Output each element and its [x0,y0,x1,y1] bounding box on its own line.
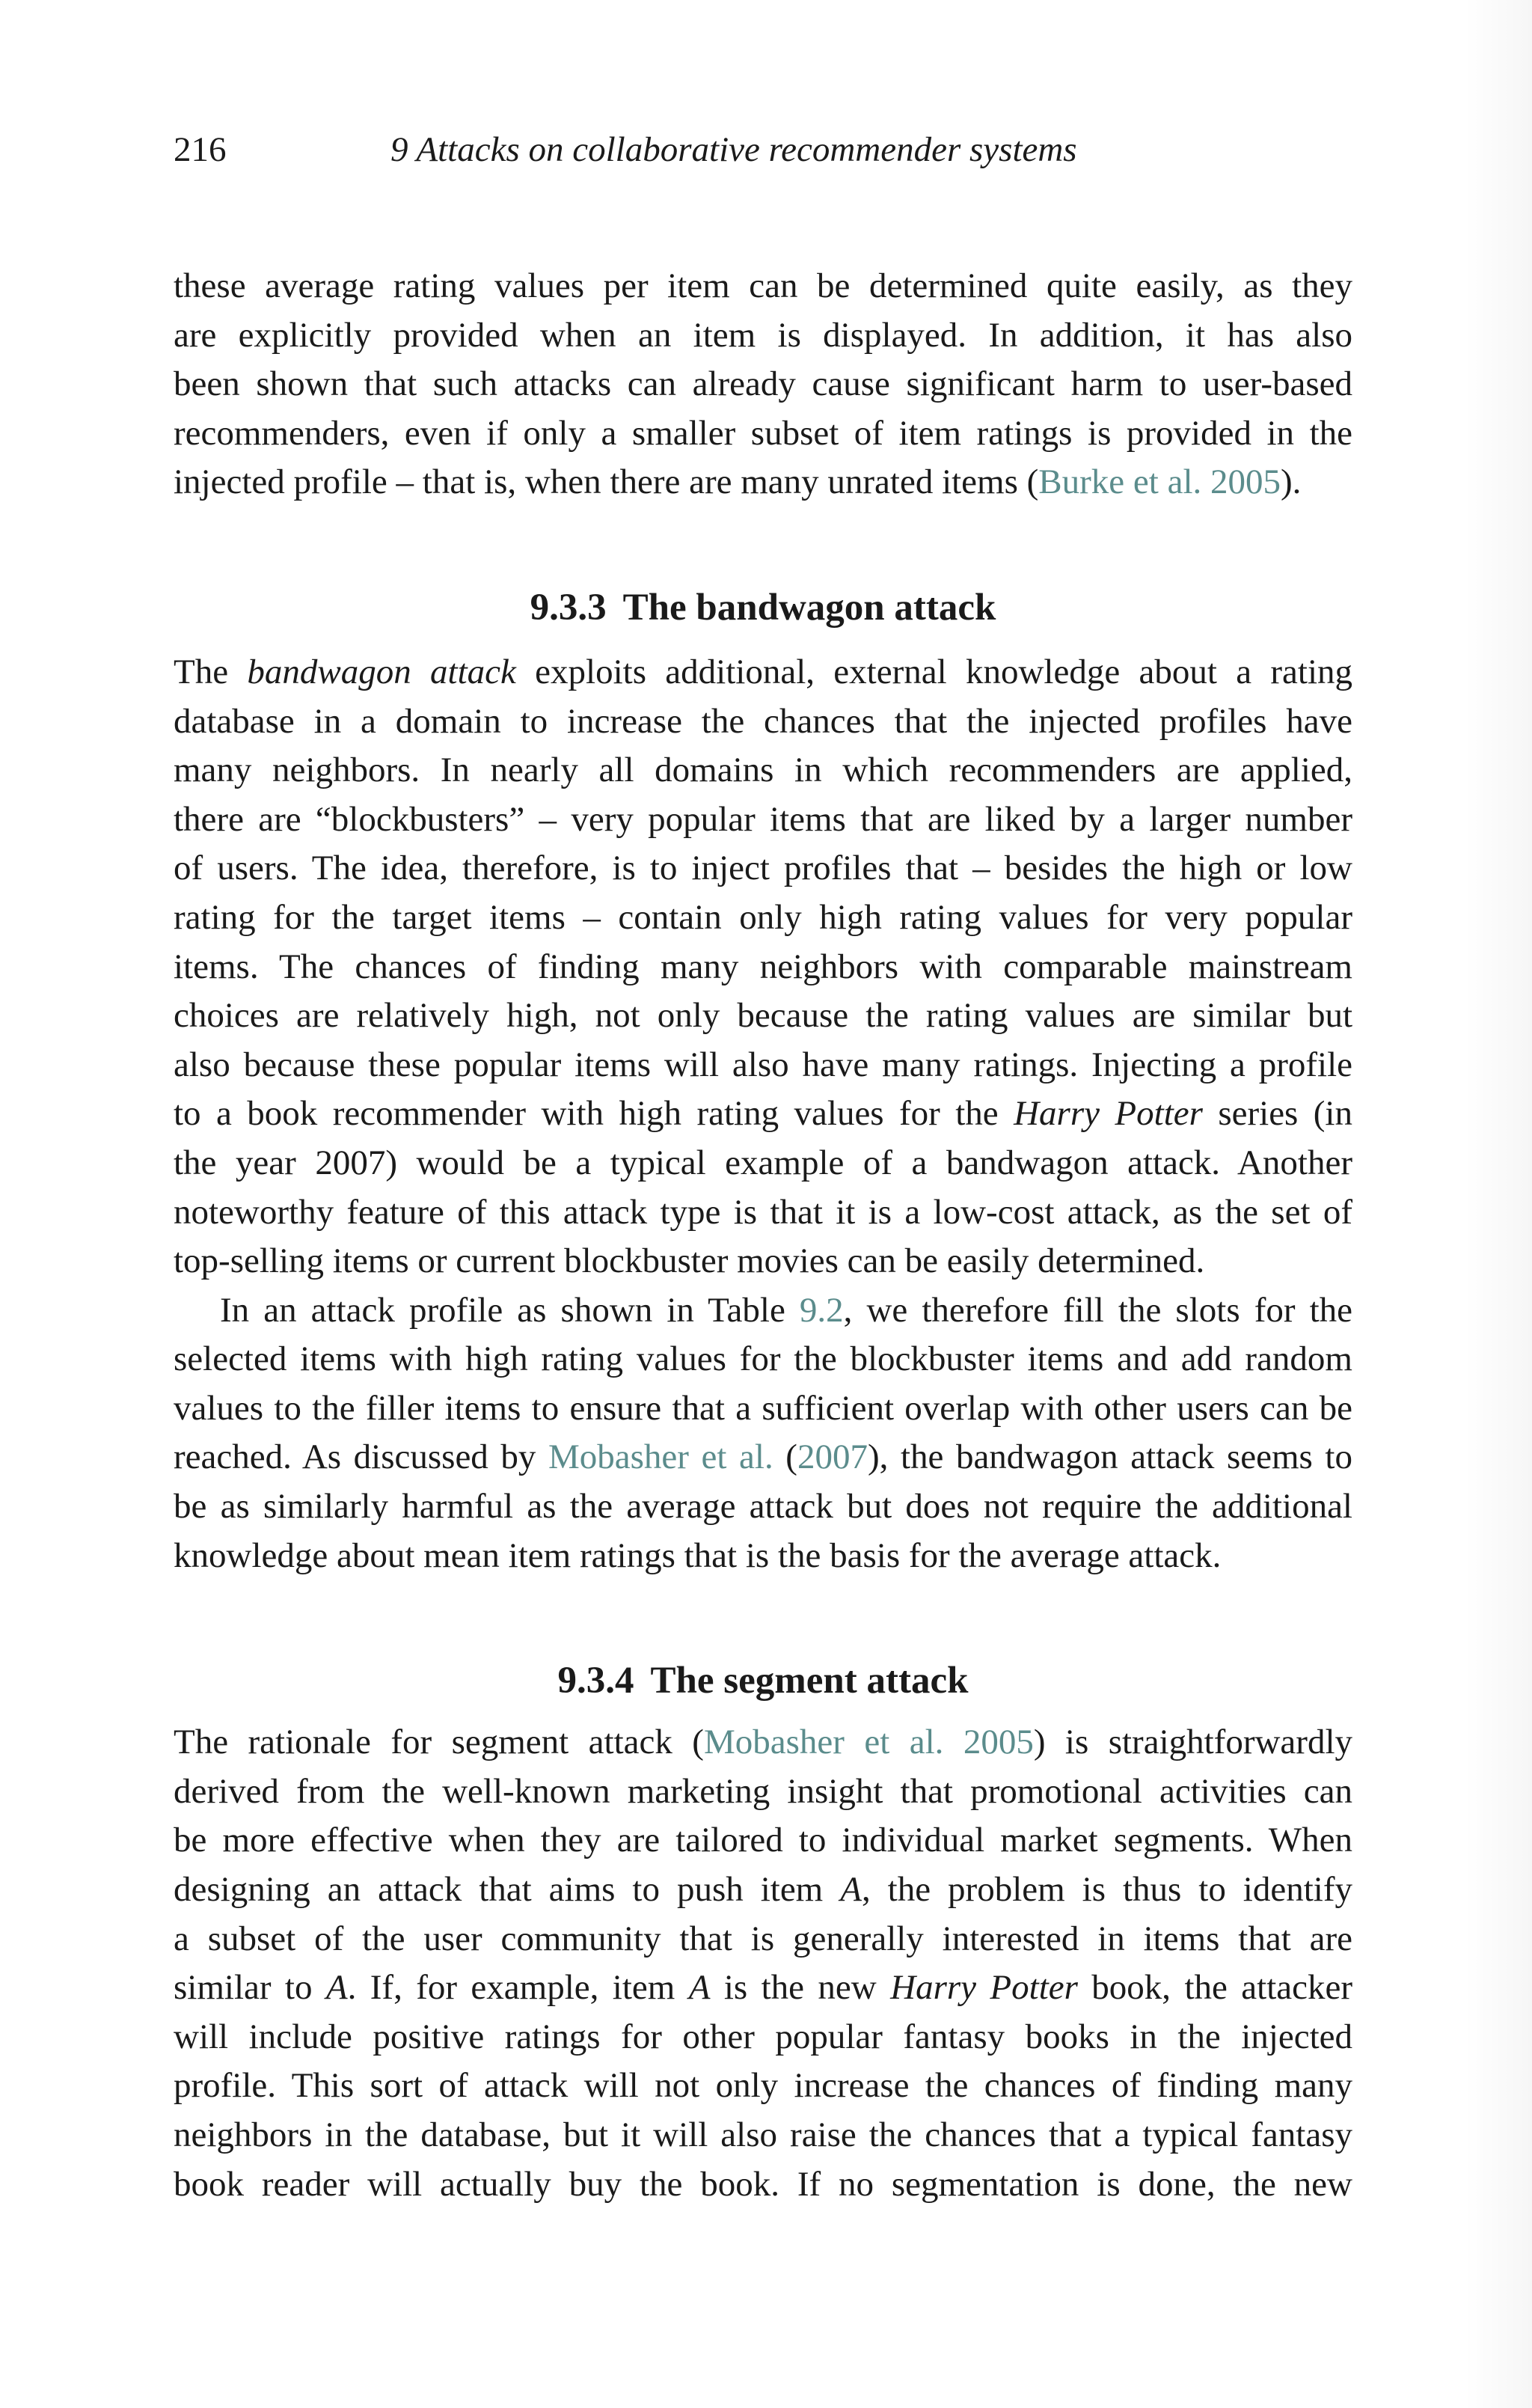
section-number: 9.3.4 [557,1660,634,1702]
text-fragment: The rationale for segment attack ( [174,1723,704,1762]
running-title: 9 Attacks on collaborative recommender systems [390,130,1077,169]
text-fragment: In an attack profile as shown in Table [220,1290,800,1330]
text-fragment: ), the bandwagon attack seems to [867,1437,1352,1477]
text-fragment: is the new [710,1968,891,2008]
citation-link[interactable]: Burke et al. 2005 [1038,462,1281,502]
text-line: rating for the target items – contain only high rating values for very popular [174,897,1352,937]
section-title: The bandwagon attack [622,586,996,629]
text-fragment: injected profile – that is, when there are many unrated items ( [174,462,1039,502]
section-number: 9.3.3 [530,586,607,629]
text-line: noteworthy feature of this attack type is that it is a low-cost attack, as the set of [174,1192,1352,1232]
text-line [174,1286,1352,1336]
section-heading-9-3-3 [174,585,1352,630]
text-line: recommenders, even if only a smaller subset of item ratings is provided in the [174,413,1352,453]
text-line: been shown that such attacks can already cause significant harm to user-based [174,364,1352,404]
text-fragment: . If, for example, item [347,1968,689,2008]
text-line: items. The chances of finding many neighbors with comparable mainstream [174,947,1352,986]
text-line: also because these popular items will also have many ratings. Injecting a profile [174,1045,1352,1084]
text-line: be as similarly harmful as the average attack but does not require the additional [174,1487,1352,1527]
text-fragment: series (in [1202,1094,1352,1134]
text-line: top-selling items or current blockbuster movies can be easily determined. [174,1241,1205,1281]
citation-year-link[interactable]: 2007 [797,1437,868,1477]
text-line: book reader will actually buy the book. If no segmentation is done, the new [174,2164,1352,2204]
text-line: the year 2007) would be a typical example of a bandwagon attack. Another [174,1143,1352,1182]
text-line [174,1433,1352,1482]
segment-paragraph-1 [174,1718,1352,2209]
text-fragment: , we therefore fill the slots for the [843,1290,1352,1330]
text-line [174,1090,1352,1139]
text-line: derived from the well-known marketing insight that promotional activities can [174,1771,1352,1811]
body-text [174,262,1352,2209]
text-fragment: , the problem is thus to identify [861,1870,1352,1910]
text-fragment: to a book recommender with high rating values for the [174,1094,1014,1134]
text-line: these average rating values per item can be determined quite easily, as they [174,266,1352,305]
text-line [174,1865,1352,1915]
text-line: will include positive ratings for other popular fantasy books in the injected [174,2017,1352,2056]
emphasis: bandwagon attack [247,652,516,691]
text-line: be more effective when they are tailored to individual market segments. When [174,1821,1352,1860]
text-fragment: ). [1281,462,1302,502]
emphasis: Harry Potter [890,1968,1078,2008]
text-line: a subset of the user community that is generally interested in items that are [174,1919,1352,1958]
text-line: selected items with high rating values for the blockbuster items and add random [174,1339,1352,1379]
text-line [174,648,1352,697]
emphasis: Harry Potter [1014,1094,1203,1134]
text-line [174,1964,1352,2013]
page-edge-shading [1465,0,1532,2408]
section-title: The segment attack [650,1660,969,1702]
bandwagon-paragraph-1 [174,648,1352,1286]
emphasis: A [325,1968,348,2008]
text-fragment: ) is straightforwardly [1033,1723,1352,1762]
text-line: of users. The idea, therefore, is to inject profiles that – besides the high or low [174,849,1352,888]
bandwagon-paragraph-2 [174,1286,1352,1581]
text-line: profile. This sort of attack will not only increase the chances of finding many [174,2066,1352,2106]
emphasis: A [840,1870,862,1910]
text-line: neighbors in the database, but it will also raise the chances that a typical fantasy [174,2115,1352,2154]
text-line: choices are relatively high, not only because the rating values are similar but [174,996,1352,1036]
text-line: are explicitly provided when an item is displayed. In addition, it has also [174,315,1352,355]
text-fragment: exploits additional, external knowledge about a rating [515,652,1352,691]
section-heading-9-3-4 [174,1658,1352,1703]
text-line: values to the filler items to ensure that a sufficient overlap with other users can be [174,1388,1352,1428]
page-number: 216 [174,130,227,169]
text-line: database in a domain to increase the chances that the injected profiles have [174,701,1352,741]
running-header [174,127,1352,172]
text-fragment: book, the attacker [1077,1968,1352,2008]
text-line: knowledge about mean item ratings that is the basis for the average attack. [174,1535,1222,1575]
text-line [174,1718,1352,1767]
text-line: many neighbors. In nearly all domains in which recommenders are applied, [174,751,1352,790]
text-line [174,458,1352,507]
citation-link[interactable]: Mobasher et al. 2005 [703,1723,1034,1762]
text-fragment: The [174,652,248,691]
text-fragment: ( [773,1437,797,1477]
table-reference-link[interactable]: 9.2 [799,1290,844,1330]
text-fragment: designing an attack that aims to push item [174,1870,841,1910]
intro-paragraph [174,262,1352,507]
text-fragment: similar to [174,1968,326,2008]
emphasis: A [688,1968,711,2008]
text-line: there are “blockbusters” – very popular items that are liked by a larger number [174,799,1352,839]
text-fragment: reached. As discussed by [174,1437,548,1477]
citation-link[interactable]: Mobasher et al. [548,1437,773,1477]
